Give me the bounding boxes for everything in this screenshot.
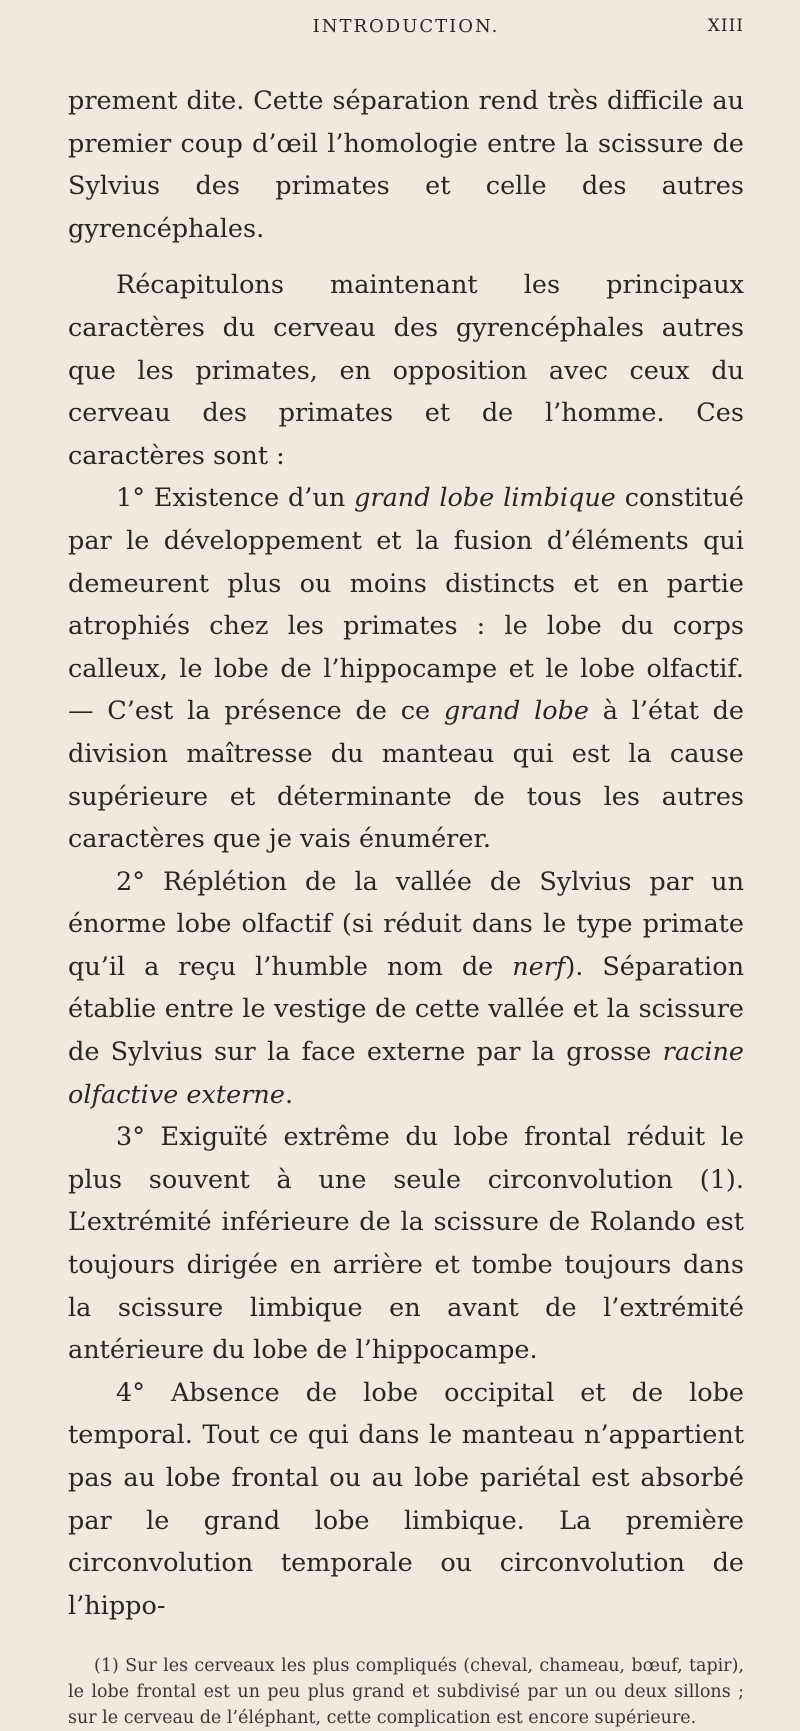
text-run: constitué par le développement et la fusion d’éléments qui demeurent plus ou moins distincts et en partie atrophiés chez les primates : le lobe du corps calleux, le lobe de l’hippocampe et le lobe olfactif. — C’est la présence de ce: [68, 483, 745, 727]
paragraph-item-4: 4° Absence de lobe occipital et de lobe temporal. Tout ce qui dans le manteau n’appartient pas au lobe frontal ou au lobe pariétal est absorbé par le grand lobe limbique. La première circonvolution temporale ou circonvolution de l’hippo-: [68, 1377, 744, 1621]
italic-term: grand lobe limbique: [354, 483, 616, 514]
footnote-1: (1) Sur les cerveaux les plus compliqués (cheval, chameau, bœuf, tapir), le lobe frontal est un peu plus grand et subdivisé par un ou deux sillons ; sur le cerveau de l’éléphant, cette complication est encore supérieure.: [68, 1656, 744, 1729]
page-number: XIII: [707, 16, 744, 36]
text-run: .: [284, 1079, 294, 1110]
footnotes: [68, 1653, 744, 1731]
body-text: [68, 80, 744, 1627]
paragraph-item-2: [68, 861, 744, 1117]
text-run: 1° Existence d’un: [116, 483, 355, 514]
italic-term: nerf: [512, 951, 566, 982]
text-run: ). Séparation établie entre le vestige de cette vallée et la scissure de Sylvius sur la face externe par la grosse: [68, 951, 744, 1068]
paragraph-continuation: prement dite. Cette séparation rend très difficile au premier coup d’œil l’homologie entre la scissure de Sylvius des primates et celle des autres gyrencéphales.: [68, 86, 744, 244]
italic-term: racine olfactive externe: [68, 1037, 744, 1110]
running-head: [68, 0, 744, 56]
text-run: à l’état de division maîtresse du manteau qui est la cause supérieure et déterminante de tous les autres caractères que je vais énumérer.: [68, 696, 744, 855]
paragraph-item-3: 3° Exiguïté extrême du lobe frontal réduit le plus souvent à une seule circonvolution (1). L’extrémité inférieure de la scissure de Rolando est toujours dirigée en arrière et tombe toujours dans la scissure limbique en avant de l’extrémité antérieure du lobe de l’hippocampe.: [68, 1122, 744, 1366]
running-title: INTRODUCTION.: [312, 16, 500, 37]
italic-term: grand lobe: [443, 696, 590, 727]
paragraph-item-1: [68, 477, 744, 860]
text-run: 2° Réplétion de la vallée de Sylvius par un énorme lobe olfactif (si réduit dans le type primate qu’il a reçu l’humble nom de: [68, 866, 744, 982]
paragraph-recapitulation: Récapitulons maintenant les principaux caractères du cerveau des gyrencéphales autres que les primates, en opposition avec ceux du cerveau des primates et de l’homme. Ces caractères sont :: [68, 270, 744, 471]
